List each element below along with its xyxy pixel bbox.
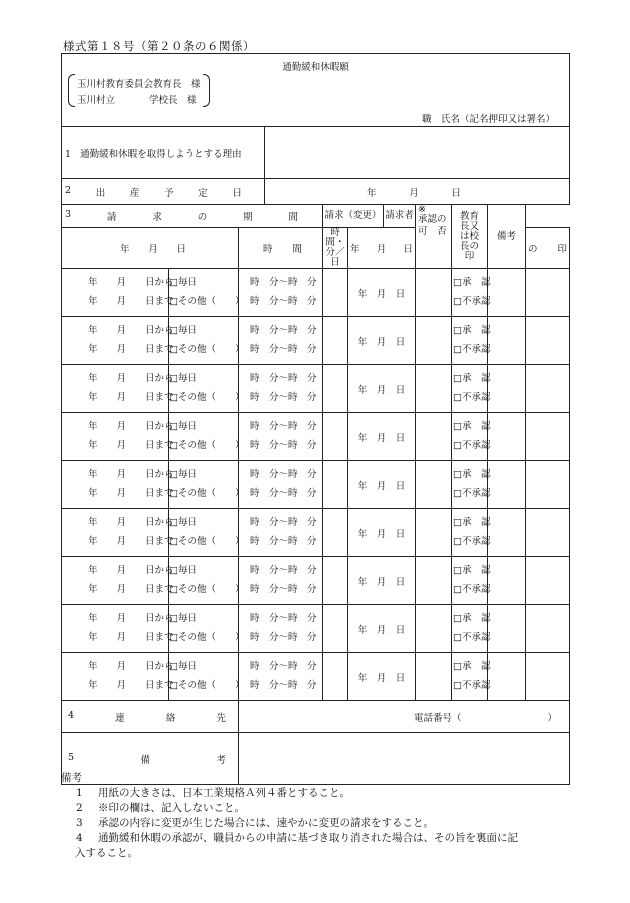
requester-seal-cell[interactable] [416, 461, 452, 509]
row-notes-cell[interactable] [526, 653, 570, 701]
approval-cell[interactable]: □承 認 □不承認 [452, 317, 488, 365]
principal-seal-cell[interactable] [488, 317, 526, 365]
requester-seal-cell[interactable] [416, 653, 452, 701]
approval-header: ※ 承認の 可 否 [416, 205, 452, 269]
due-date-label: 2 出 産 予 定 日 [62, 179, 265, 205]
hours-per-day-cell[interactable] [323, 317, 348, 365]
change-date-cell[interactable]: 年 月 日 [348, 557, 416, 605]
row-notes-cell[interactable] [526, 605, 570, 653]
period-row [62, 365, 570, 413]
approval-cell[interactable]: □承 認 □不承認 [452, 413, 488, 461]
period-row [62, 413, 570, 461]
principal-seal-cell[interactable] [488, 557, 526, 605]
remarks-label: 5 備 考 [62, 733, 239, 785]
period-time-cell[interactable]: 時 分～時 分 時 分～時 分 [239, 557, 323, 605]
approval-cell[interactable]: □承 認 □不承認 [452, 461, 488, 509]
addressee-superintendent: 玉川村教育委員会教育長 様 [77, 79, 201, 90]
principal-seal-cell[interactable] [488, 269, 526, 317]
period-frequency-cell[interactable]: □毎日 □その他（ ） [169, 365, 239, 413]
row-notes-cell[interactable] [526, 557, 570, 605]
period-frequency-cell[interactable]: □毎日 □その他（ ） [169, 509, 239, 557]
principal-seal-cell[interactable] [488, 413, 526, 461]
approval-cell[interactable]: □承 認 □不承認 [452, 557, 488, 605]
period-time-cell[interactable]: 時 分～時 分 時 分～時 分 [239, 509, 323, 557]
note-item: 4 通勤緩和休暇の承認が、職員からの申請に基づき取り消された場合は、その旨を裏面に記 [76, 832, 518, 844]
requester-seal-cell[interactable] [416, 317, 452, 365]
addressee-block [68, 74, 210, 107]
hours-per-day-cell[interactable] [323, 557, 348, 605]
time-subheader: 時 間 [239, 228, 323, 269]
hours-per-day-cell[interactable] [323, 461, 348, 509]
change-date-cell[interactable]: 年 月 日 [348, 509, 416, 557]
period-time-cell[interactable]: 時 分～時 分 時 分～時 分 [239, 653, 323, 701]
change-date-header: 請求（変更） [323, 205, 384, 228]
period-frequency-cell[interactable]: □毎日 □その他（ ） [169, 269, 239, 317]
note-item: 2 ※印の欄は、記入しないこと。 [76, 802, 245, 814]
request-period-header: 3 請 求 の 期 間 [62, 205, 323, 228]
requester-seal-cell[interactable] [416, 605, 452, 653]
principal-seal-cell[interactable] [488, 365, 526, 413]
contact-label: 4 連 絡 先 [62, 701, 239, 733]
period-date-cell[interactable]: 年 月 日から 年 月 日まで [62, 509, 169, 557]
period-frequency-cell[interactable]: □毎日 □その他（ ） [169, 653, 239, 701]
change-date-subheader: 年 月 日 [348, 228, 416, 269]
principal-seal-cell[interactable] [488, 461, 526, 509]
principal-seal-header: 教育長又は校長の印 [452, 205, 488, 269]
notes-section [61, 771, 581, 861]
period-time-cell[interactable]: 時 分～時 分 時 分～時 分 [239, 269, 323, 317]
period-frequency-cell[interactable]: □毎日 □その他（ ） [169, 317, 239, 365]
requester-seal-subheader: の 印 [526, 228, 570, 269]
approval-cell[interactable]: □承 認 □不承認 [452, 365, 488, 413]
period-time-cell[interactable]: 時 分～時 分 時 分～時 分 [239, 365, 323, 413]
note-item: 1 用紙の大きさは、日本工業規格Ａ列４番とすること。 [76, 787, 350, 799]
contact-input[interactable]: 電話番号（ ） [239, 701, 570, 733]
row-notes-cell[interactable] [526, 365, 570, 413]
row-notes-cell[interactable] [526, 317, 570, 365]
row-notes-cell[interactable] [526, 461, 570, 509]
leave-request-form [61, 53, 570, 785]
reason-input[interactable] [265, 127, 570, 179]
form-header [62, 54, 570, 127]
form-title: 通勤緩和休暇願 [282, 62, 349, 73]
requester-header: 請求者 [384, 205, 416, 228]
period-row [62, 509, 570, 557]
approval-cell[interactable]: □承 認 □不承認 [452, 605, 488, 653]
hours-per-day-cell[interactable] [323, 365, 348, 413]
approval-cell[interactable]: □承 認 □不承認 [452, 509, 488, 557]
change-date-cell[interactable]: 年 月 日 [348, 413, 416, 461]
period-date-cell[interactable]: 年 月 日から 年 月 日まで [62, 653, 169, 701]
reason-label: 1 通勤緩和休暇を取得しようとする理由 [62, 127, 265, 179]
period-frequency-cell[interactable]: □毎日 □その他（ ） [169, 605, 239, 653]
period-row [62, 653, 570, 701]
hours-per-day-cell[interactable] [323, 269, 348, 317]
change-date-cell[interactable]: 年 月 日 [348, 605, 416, 653]
addressee-principal: 玉川村立 学校長 様 [77, 95, 197, 106]
hours-per-day-subheader: 時間・分／日 [323, 228, 348, 269]
period-row [62, 557, 570, 605]
change-date-cell[interactable]: 年 月 日 [348, 317, 416, 365]
note-item: 3 承認の内容に変更が生じた場合には、速やかに変更の請求をすること。 [76, 817, 434, 829]
hours-per-day-cell[interactable] [323, 509, 348, 557]
notes-heading: 備考 [61, 772, 82, 784]
hours-per-day-cell[interactable] [323, 413, 348, 461]
period-date-cell[interactable]: 年 月 日から 年 月 日まで [62, 557, 169, 605]
principal-seal-cell[interactable] [488, 509, 526, 557]
hours-per-day-cell[interactable] [323, 605, 348, 653]
requester-seal-cell[interactable] [416, 509, 452, 557]
period-row [62, 269, 570, 317]
change-date-cell[interactable]: 年 月 日 [348, 365, 416, 413]
principal-seal-cell[interactable] [488, 653, 526, 701]
period-time-cell[interactable]: 時 分～時 分 時 分～時 分 [239, 317, 323, 365]
requester-seal-cell[interactable] [416, 557, 452, 605]
requester-seal-cell[interactable] [416, 365, 452, 413]
period-time-cell[interactable]: 時 分～時 分 時 分～時 分 [239, 461, 323, 509]
change-date-cell[interactable]: 年 月 日 [348, 653, 416, 701]
change-date-cell[interactable]: 年 月 日 [348, 269, 416, 317]
period-date-cell[interactable]: 年 月 日から 年 月 日まで [62, 413, 169, 461]
period-date-cell[interactable]: 年 月 日から 年 月 日まで [62, 269, 169, 317]
note-continuation: 入すること。 [75, 847, 138, 859]
row-notes-cell[interactable] [526, 269, 570, 317]
period-frequency-cell[interactable]: □毎日 □その他（ ） [169, 557, 239, 605]
notes-column-header: 備考 [488, 205, 526, 269]
row-notes-cell[interactable] [526, 509, 570, 557]
period-row [62, 461, 570, 509]
period-frequency-cell[interactable]: □毎日 □その他（ ） [169, 461, 239, 509]
form-number-label: 様式第１８号（第２０条の６関係） [63, 39, 255, 53]
period-row [62, 317, 570, 365]
approval-cell[interactable]: □承 認 □不承認 [452, 269, 488, 317]
hours-per-day-cell[interactable] [323, 653, 348, 701]
period-row [62, 605, 570, 653]
requester-seal-cell[interactable] [416, 269, 452, 317]
period-date-cell[interactable]: 年 月 日から 年 月 日まで [62, 605, 169, 653]
change-date-cell[interactable]: 年 月 日 [348, 461, 416, 509]
period-frequency-cell[interactable]: □毎日 □その他（ ） [169, 413, 239, 461]
due-date-input[interactable]: 年 月 日 [265, 179, 570, 205]
period-date-cell[interactable]: 年 月 日から 年 月 日まで [62, 461, 169, 509]
approval-cell[interactable]: □承 認 □不承認 [452, 653, 488, 701]
period-time-cell[interactable]: 時 分～時 分 時 分～時 分 [239, 605, 323, 653]
requester-seal-cell[interactable] [416, 413, 452, 461]
date-subheader: 年 月 日 [62, 228, 239, 269]
period-date-cell[interactable]: 年 月 日から 年 月 日まで [62, 317, 169, 365]
period-time-cell[interactable]: 時 分～時 分 時 分～時 分 [239, 413, 323, 461]
period-date-cell[interactable]: 年 月 日から 年 月 日まで [62, 365, 169, 413]
principal-seal-cell[interactable] [488, 605, 526, 653]
row-notes-cell[interactable] [526, 413, 570, 461]
staff-name-field[interactable]: 職 氏名（記名押印又は署名） [422, 114, 556, 125]
